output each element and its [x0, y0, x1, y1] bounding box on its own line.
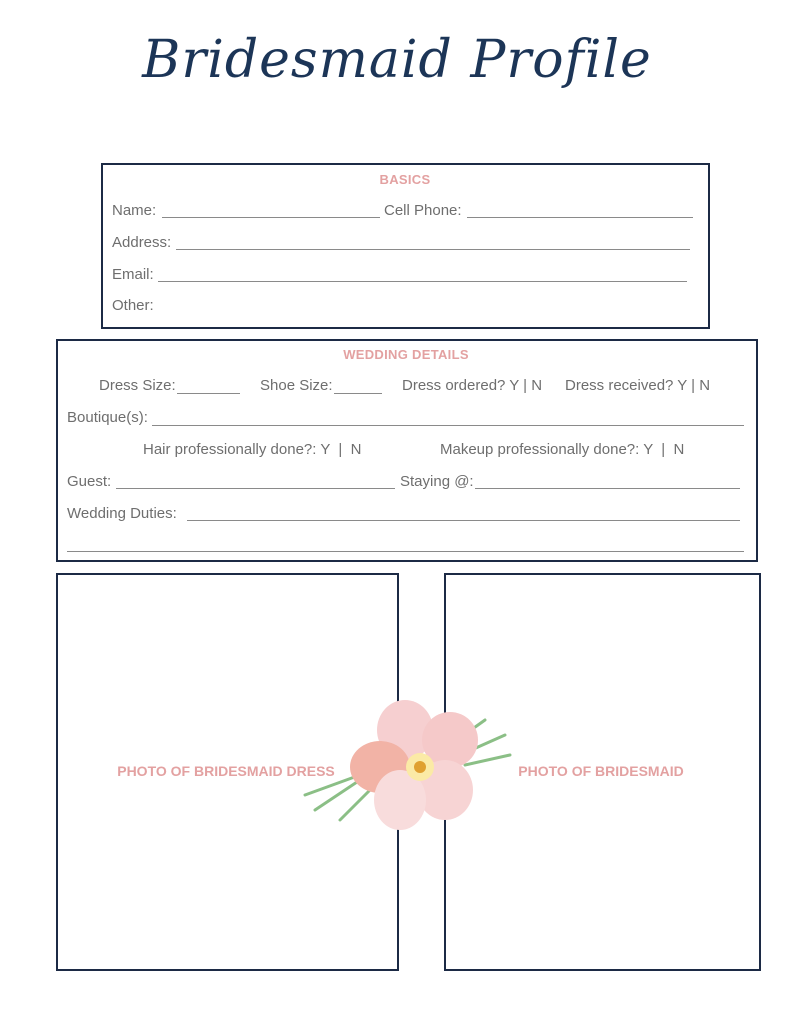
- makeup-option[interactable]: Makeup professionally done?: Y | N: [440, 441, 685, 458]
- address-field[interactable]: [176, 249, 690, 250]
- bridesmaid-photo-label: PHOTO OF BRIDESMAID: [518, 763, 684, 779]
- wedding-duties-field[interactable]: [187, 520, 740, 521]
- staying-label: Staying @:: [400, 473, 474, 490]
- dress-size-label: Dress Size:: [99, 377, 176, 394]
- other-label: Other:: [112, 297, 154, 314]
- guest-label: Guest:: [67, 473, 112, 490]
- cell-phone-label: Cell Phone:: [384, 202, 462, 219]
- dress-photo-label: PHOTO OF BRIDESMAID DRESS: [117, 763, 335, 779]
- page-title: Bridesmaid Profile: [142, 30, 652, 90]
- boutiques-label: Boutique(s):: [67, 409, 148, 426]
- basics-heading: BASICS: [379, 172, 431, 187]
- cell-phone-field[interactable]: [467, 217, 693, 218]
- dress-size-field[interactable]: [177, 393, 240, 394]
- shoe-size-field[interactable]: [334, 393, 382, 394]
- dress-received-option[interactable]: Dress received? Y | N: [565, 377, 711, 394]
- boutiques-field[interactable]: [152, 425, 744, 426]
- hair-option[interactable]: Hair professionally done?: Y | N: [143, 441, 362, 458]
- dress-ordered-option[interactable]: Dress ordered? Y | N: [402, 377, 543, 394]
- wedding-duties-label: Wedding Duties:: [67, 505, 177, 522]
- email-label: Email:: [112, 266, 154, 283]
- wedding-details-heading: WEDDING DETAILS: [343, 347, 469, 362]
- email-field[interactable]: [158, 281, 687, 282]
- guest-field[interactable]: [116, 488, 395, 489]
- name-field[interactable]: [162, 217, 380, 218]
- name-label: Name:: [112, 202, 157, 219]
- wedding-duties-field-2[interactable]: [67, 551, 744, 552]
- basics-section: [101, 163, 710, 329]
- address-label: Address:: [112, 234, 172, 251]
- shoe-size-label: Shoe Size:: [260, 377, 333, 394]
- staying-field[interactable]: [475, 488, 740, 489]
